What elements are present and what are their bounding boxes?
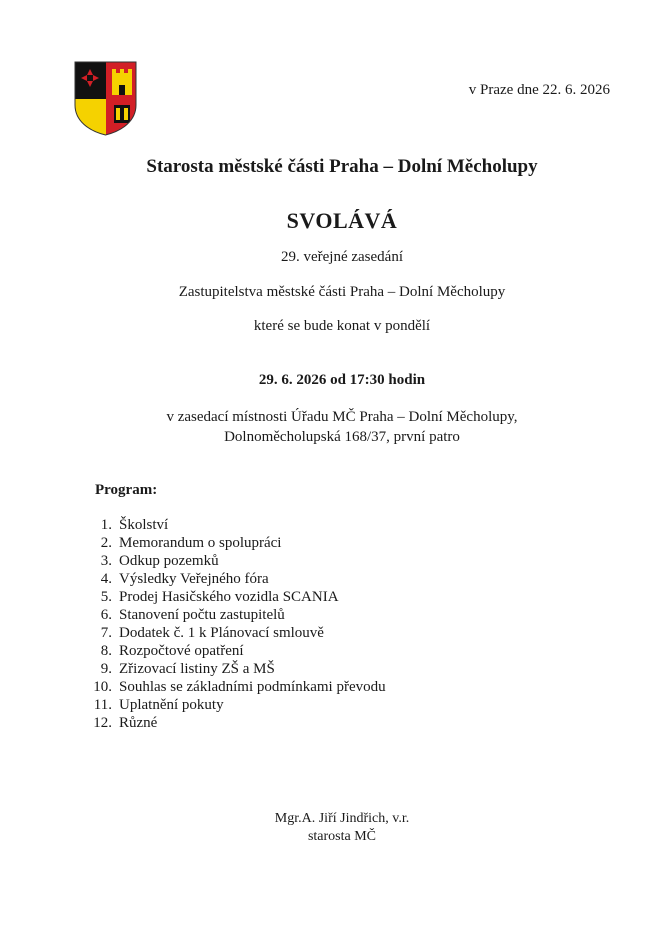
program-item-text: Prodej Hasičského vozidla SCANIA — [119, 589, 339, 605]
municipal-coat-of-arms-icon — [74, 61, 137, 136]
program-list — [84, 516, 386, 732]
document-title: SVOLÁVÁ — [286, 208, 398, 233]
council-line: Zastupitelstva městské části Praha – Dolní Měcholupy — [178, 284, 506, 300]
program-item — [84, 552, 386, 570]
program-item-text: Různé — [119, 715, 158, 731]
signature-block — [0, 810, 668, 846]
program-item-number: 5. — [100, 589, 112, 605]
signature-role: starosta MČ — [307, 829, 377, 844]
program-item-number: 7. — [100, 625, 112, 641]
meeting-place-line: Dolnoměcholupská 168/37, první patro — [224, 429, 460, 445]
program-item-text: Odkup pozemků — [119, 553, 219, 569]
program-item — [84, 678, 386, 696]
meeting-place-line: v zasedací místnosti Úřadu MČ Praha – Dolní Měcholupy, — [166, 409, 518, 425]
program-item-text: Dodatek č. 1 k Plánovací smlouvě — [119, 625, 324, 641]
document-header: Starosta městské části Praha – Dolní Měcholupy — [146, 156, 538, 177]
program-item — [84, 660, 386, 678]
program-item-number: 8. — [100, 643, 112, 659]
program-item-text: Výsledky Veřejného fóra — [119, 571, 269, 587]
program-item — [84, 570, 386, 588]
program-item-number: 1. — [100, 517, 112, 533]
signature-name: Mgr.A. Jiří Jindřich, v.r. — [274, 811, 410, 826]
program-item-text: Souhlas se základními podmínkami převodu — [119, 679, 386, 695]
program-item-text: Uplatnění pokuty — [119, 697, 224, 713]
session-number-line: 29. veřejné zasedání — [280, 249, 404, 265]
program-item-text: Stanovení počtu zastupitelů — [119, 607, 285, 623]
program-item — [84, 534, 386, 552]
meeting-place — [0, 407, 668, 447]
program-item — [84, 696, 386, 714]
weekday-line: které se bude konat v pondělí — [253, 318, 431, 334]
program-item — [84, 624, 386, 642]
program-item — [84, 642, 386, 660]
date-line: v Praze dne 22. 6. 2026 — [468, 82, 610, 98]
program-item — [84, 588, 386, 606]
program-item-number: 6. — [100, 607, 112, 623]
program-item-text: Rozpočtové opatření — [119, 643, 244, 659]
program-item-number: 10. — [93, 679, 112, 695]
program-item-text: Zřizovací listiny ZŠ a MŠ — [119, 661, 275, 677]
meeting-datetime: 29. 6. 2026 od 17:30 hodin — [258, 372, 426, 388]
program-heading: Program: — [95, 482, 158, 498]
program-item-number: 9. — [100, 661, 112, 677]
program-item — [84, 606, 386, 624]
program-item-text: Memorandum o spolupráci — [119, 535, 282, 551]
program-item-text: Školství — [119, 517, 169, 533]
program-item-number: 2. — [100, 535, 112, 551]
program-item-number: 4. — [100, 571, 112, 587]
program-item-number: 12. — [93, 715, 112, 731]
program-item-number: 11. — [93, 697, 112, 713]
program-item — [84, 516, 386, 534]
program-item — [84, 714, 386, 732]
program-item-number: 3. — [100, 553, 112, 569]
